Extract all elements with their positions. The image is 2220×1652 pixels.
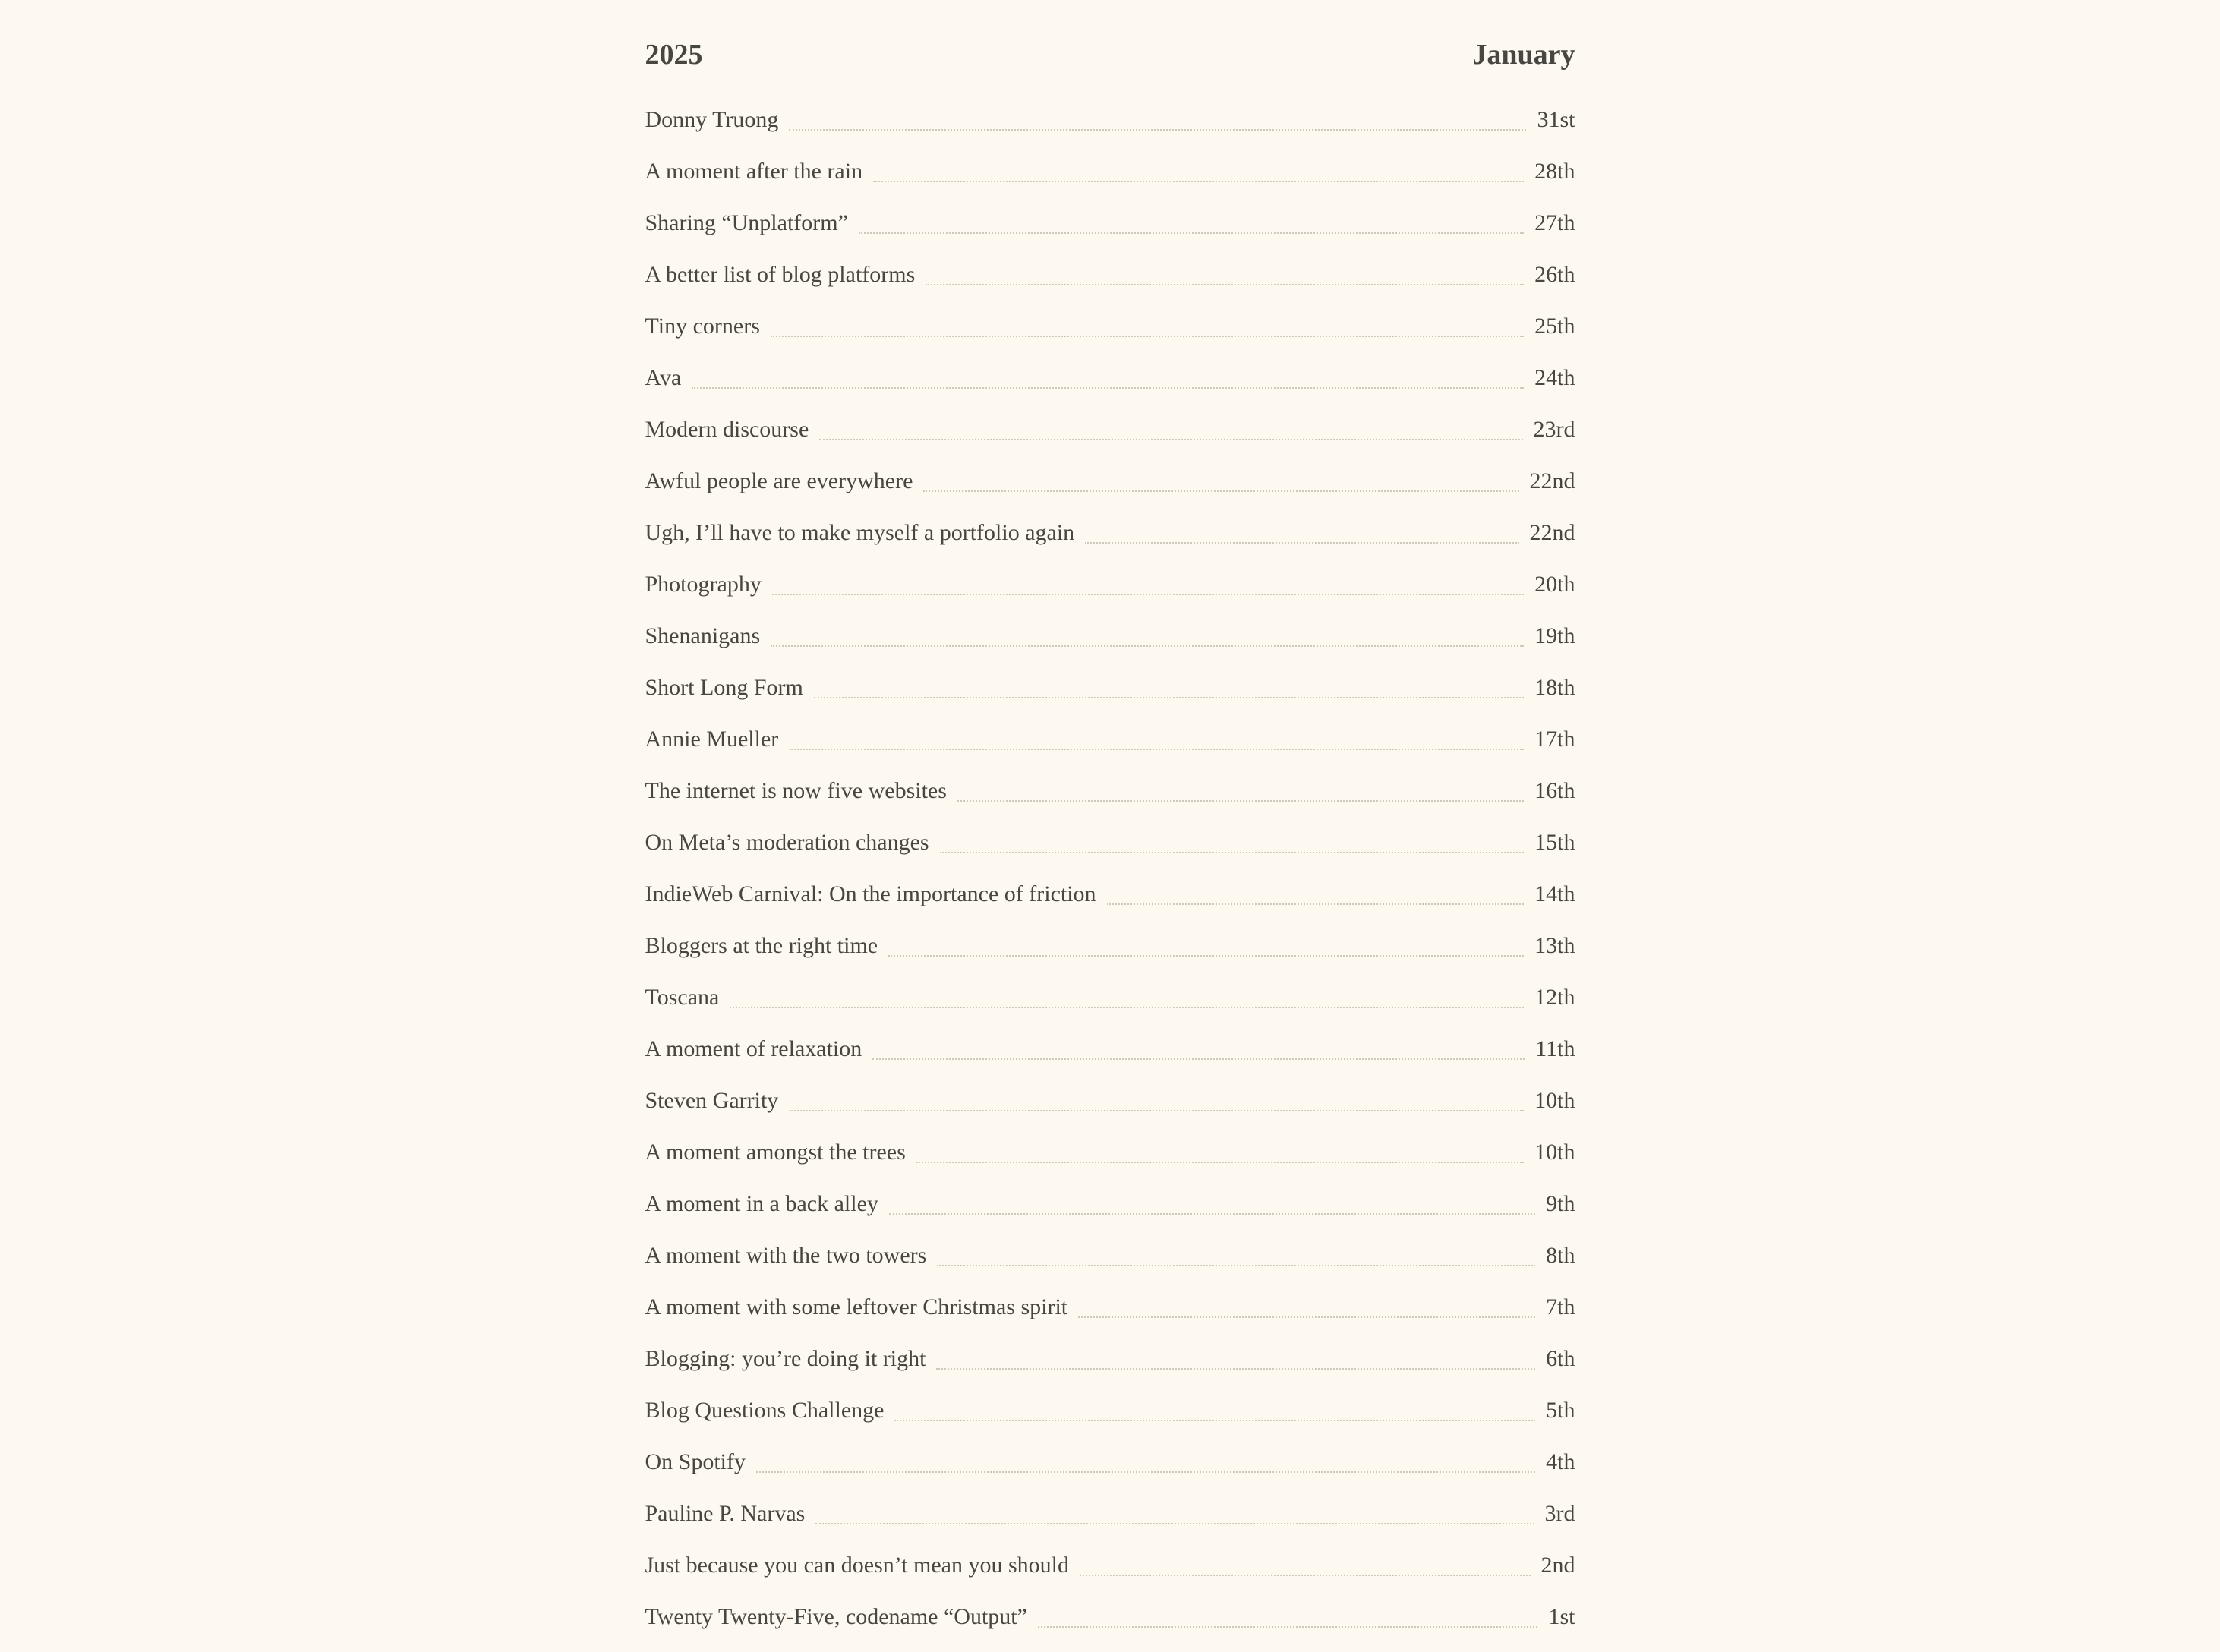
archive-row (645, 662, 1575, 714)
archive-row (645, 1178, 1575, 1230)
post-title-link[interactable]: A moment in a back alley (645, 1190, 878, 1216)
post-title-link[interactable]: Blog Questions Challenge (645, 1397, 885, 1423)
archive-row (645, 352, 1575, 404)
archive-row (645, 1230, 1575, 1282)
post-title-link[interactable]: Photography (645, 571, 762, 597)
dot-leader (1078, 1316, 1535, 1318)
post-title-link[interactable]: On Spotify (645, 1449, 746, 1474)
dot-leader (692, 387, 1524, 389)
post-title-link[interactable]: On Meta’s moderation changes (645, 829, 929, 855)
post-title-link[interactable]: Modern discourse (645, 416, 809, 442)
archive-row (645, 1333, 1575, 1385)
post-title-link[interactable]: A moment of relaxation (645, 1036, 862, 1061)
post-date: 13th (1534, 932, 1575, 958)
post-date: 6th (1546, 1345, 1575, 1371)
dot-leader (916, 1162, 1524, 1163)
archive-row (645, 920, 1575, 972)
archive-page (645, 0, 1575, 1643)
post-date: 26th (1534, 261, 1575, 287)
archive-row (645, 610, 1575, 662)
dot-leader (936, 1368, 1535, 1370)
dot-leader (937, 1265, 1535, 1266)
dot-leader (789, 129, 1526, 131)
post-date: 22nd (1529, 468, 1575, 493)
archive-row (645, 1385, 1575, 1436)
month-heading: January (1472, 39, 1575, 71)
post-title-link[interactable]: Toscana (645, 984, 720, 1010)
archive-row (645, 249, 1575, 301)
post-date: 10th (1534, 1087, 1575, 1113)
post-date: 12th (1534, 984, 1575, 1010)
post-title-link[interactable]: Bloggers at the right time (645, 932, 878, 958)
post-title-link[interactable]: Sharing “Unplatform” (645, 210, 848, 235)
archive-row (645, 714, 1575, 765)
dot-leader (859, 232, 1524, 234)
post-date: 5th (1546, 1397, 1575, 1423)
post-date: 18th (1534, 674, 1575, 700)
archive-row (645, 1127, 1575, 1178)
archive-row (645, 1075, 1575, 1127)
archive-row (645, 1023, 1575, 1075)
post-title-link[interactable]: A moment with the two towers (645, 1242, 927, 1268)
post-date: 8th (1546, 1242, 1575, 1268)
year-heading: 2025 (645, 39, 703, 71)
dot-leader (1080, 1575, 1530, 1576)
archive-row (645, 456, 1575, 507)
post-date: 27th (1534, 210, 1575, 235)
post-title-link[interactable]: A moment after the rain (645, 158, 863, 184)
post-date: 9th (1546, 1190, 1575, 1216)
archive-row (645, 94, 1575, 146)
dot-leader (1085, 542, 1518, 544)
post-date: 1st (1548, 1603, 1575, 1629)
archive-row (645, 559, 1575, 610)
archive-header (645, 38, 1575, 73)
post-date: 17th (1534, 726, 1575, 752)
dot-leader (923, 490, 1518, 492)
post-date: 2nd (1540, 1552, 1575, 1578)
archive-row (645, 1591, 1575, 1643)
post-date: 28th (1534, 158, 1575, 184)
post-date: 10th (1534, 1139, 1575, 1165)
post-title-link[interactable]: Blogging: you’re doing it right (645, 1345, 926, 1371)
archive-row (645, 404, 1575, 456)
post-title-link[interactable]: Ugh, I’ll have to make myself a portfolio again (645, 519, 1075, 545)
archive-row (645, 1282, 1575, 1333)
post-date: 14th (1534, 881, 1575, 906)
post-date: 3rd (1544, 1500, 1575, 1526)
post-date: 22nd (1529, 519, 1575, 545)
archive-row (645, 972, 1575, 1023)
dot-leader (889, 1213, 1535, 1215)
dot-leader (940, 852, 1525, 853)
post-title-link[interactable]: Twenty Twenty-Five, codename “Output” (645, 1603, 1027, 1629)
post-title-link[interactable]: Short Long Form (645, 674, 803, 700)
post-date: 4th (1546, 1449, 1575, 1474)
post-title-link[interactable]: Steven Garrity (645, 1087, 779, 1113)
post-date: 25th (1534, 313, 1575, 339)
dot-leader (888, 955, 1524, 957)
post-date: 19th (1534, 623, 1575, 648)
dot-leader (771, 645, 1524, 647)
dot-leader (894, 1420, 1535, 1421)
dot-leader (789, 1110, 1524, 1111)
dot-leader (926, 284, 1524, 285)
archive-row (645, 146, 1575, 197)
post-title-link[interactable]: IndieWeb Carnival: On the importance of friction (645, 881, 1096, 906)
post-list (645, 94, 1575, 1643)
post-date: 24th (1534, 364, 1575, 390)
dot-leader (815, 1523, 1534, 1524)
post-title-link[interactable]: A moment amongst the trees (645, 1139, 906, 1165)
post-title-link[interactable]: A moment with some leftover Christmas spirit (645, 1294, 1068, 1319)
dot-leader (756, 1471, 1535, 1473)
dot-leader (873, 181, 1524, 182)
dot-leader (872, 1058, 1525, 1060)
archive-row (645, 1488, 1575, 1540)
post-title-link[interactable]: Tiny corners (645, 313, 760, 339)
archive-row (645, 817, 1575, 869)
post-title-link[interactable]: Awful people are everywhere (645, 468, 913, 493)
post-date: 11th (1535, 1036, 1575, 1061)
dot-leader (772, 594, 1524, 595)
archive-row (645, 507, 1575, 559)
dot-leader (819, 439, 1522, 440)
post-title-link[interactable]: The internet is now five websites (645, 777, 947, 803)
post-date: 7th (1546, 1294, 1575, 1319)
archive-row (645, 869, 1575, 920)
archive-row (645, 1436, 1575, 1488)
post-title-link[interactable]: Donny Truong (645, 106, 779, 132)
post-title-link[interactable]: Annie Mueller (645, 726, 779, 752)
post-title-link[interactable]: A better list of blog platforms (645, 261, 916, 287)
dot-leader (957, 800, 1524, 802)
post-title-link[interactable]: Shenanigans (645, 623, 761, 648)
archive-row (645, 197, 1575, 249)
archive-row (645, 1540, 1575, 1591)
dot-leader (730, 1007, 1524, 1008)
post-title-link[interactable]: Ava (645, 364, 682, 390)
post-title-link[interactable]: Just because you can doesn’t mean you should (645, 1552, 1070, 1578)
archive-row (645, 301, 1575, 352)
post-date: 20th (1534, 571, 1575, 597)
post-date: 15th (1534, 829, 1575, 855)
dot-leader (789, 749, 1524, 750)
archive-row (645, 765, 1575, 817)
post-date: 16th (1534, 777, 1575, 803)
dot-leader (771, 336, 1524, 337)
dot-leader (1038, 1626, 1538, 1628)
post-date: 23rd (1533, 416, 1575, 442)
post-title-link[interactable]: Pauline P. Narvas (645, 1500, 806, 1526)
dot-leader (1107, 903, 1525, 905)
post-date: 31st (1537, 106, 1575, 132)
dot-leader (814, 697, 1524, 698)
